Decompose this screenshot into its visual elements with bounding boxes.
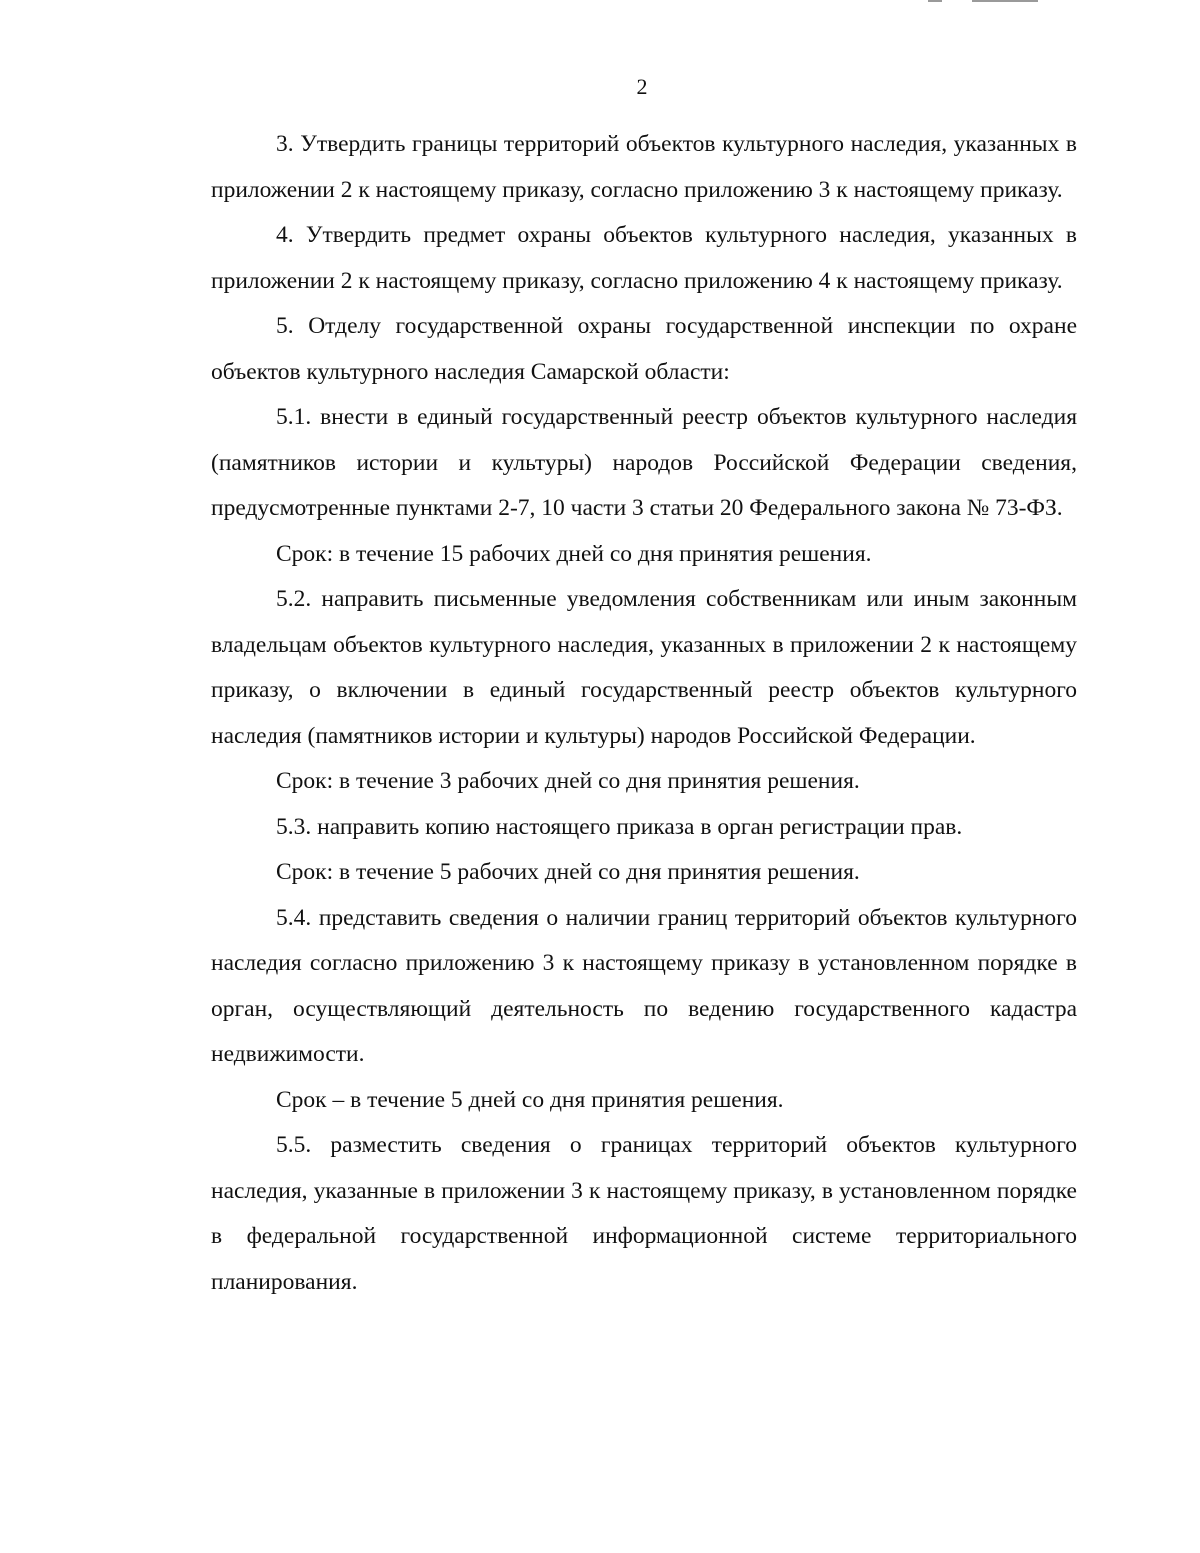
deadline-5-4: Срок – в течение 5 дней со дня принятия решения.	[276, 1086, 784, 1113]
deadline-5-1: Срок: в течение 15 рабочих дней со дня принятия решения.	[276, 540, 872, 567]
deadline-5-2: Срок: в течение 3 рабочих дней со дня принятия решения.	[276, 768, 860, 794]
paragraph-item-5-2: 5.2. направить письменные уведомления собственникам или иным законным владельцам объектов культурного наследия, указанных в приложении 2 к настоящему приказу, о включении в единый государственный реестр объектов культурного наследия (памятников истории и культуры) народов Российской Федерации.	[211, 586, 1077, 749]
scan-artifact-mark	[972, 0, 1038, 2]
paragraph-item-5-5: 5.5. разместить сведения о границах территорий объектов культурного наследия, указанные в приложении 3 к настоящему приказу, в установленном порядке в федеральной государственной информационной системе территориального планирования.	[211, 1132, 1077, 1295]
page-number: 2	[636, 74, 648, 99]
deadline-5-3: Срок: в течение 5 рабочих дней со дня принятия решения.	[276, 859, 860, 885]
paragraph-item-5: 5. Отделу государственной охраны государственной инспекции по охране объектов культурного наследия Самарской области:	[211, 313, 1077, 385]
paragraph-item-4: 4. Утвердить предмет охраны объектов культурного наследия, указанных в приложении 2 к настоящему приказу, согласно приложению 4 к настоящему приказу.	[211, 222, 1077, 294]
paragraph-item-5-3: 5.3. направить копию настоящего приказа в орган регистрации прав.	[276, 813, 963, 840]
paragraph-item-5-4: 5.4. представить сведения о наличии границ территорий объектов культурного наследия согласно приложению 3 к настоящему приказу в установленном порядке в орган, осуществляющий деятельность по ведению государственного кадастра недвижимости.	[211, 904, 1077, 1067]
paragraph-item-5-1: 5.1. внести в единый государственный реестр объектов культурного наследия (памятников истории и культуры) народов Российской Федерации сведения, предусмотренные пунктами 2-7, 10 части 3 статьи 20 Федерального закона № 73-ФЗ.	[211, 404, 1077, 521]
paragraph-item-3: 3. Утвердить границы территорий объектов культурного наследия, указанных в приложении 2 к настоящему приказу, согласно приложению 3 к настоящему приказу.	[211, 131, 1077, 203]
scan-artifact-mark	[928, 0, 942, 2]
document-body	[211, 122, 1077, 1305]
